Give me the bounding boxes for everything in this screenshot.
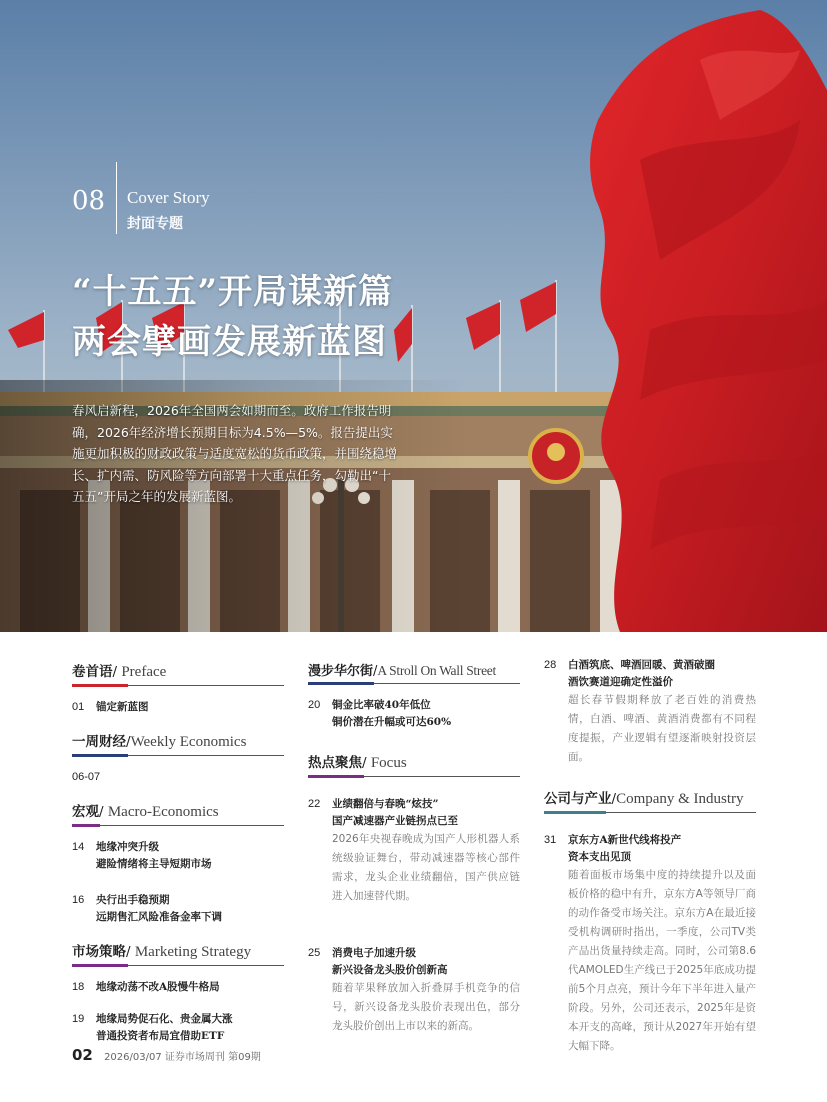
section-accent-bar	[72, 754, 128, 757]
entry-title: 地缘冲突升级	[96, 841, 159, 853]
entry-title: 业绩翻倍与春晚“炫技”	[332, 798, 439, 810]
entry-page: 16	[72, 894, 85, 906]
toc-entry[interactable]	[72, 1010, 284, 1045]
toc-column-1	[72, 660, 284, 1059]
entry-subtitle: 酒饮赛道迎确定性溢价	[568, 676, 673, 688]
section-accent-bar	[308, 775, 364, 778]
section-title-zh: 热点聚焦	[308, 755, 362, 771]
entry-page: 31	[544, 834, 557, 846]
section-title[interactable]	[72, 800, 284, 826]
slash: /	[362, 755, 371, 771]
section-title-zh: 漫步华尔街	[308, 664, 374, 679]
entry-description: 超长春节假期释放了老百姓的消费热情，白酒、啤酒、黄酒消费都有不同程度提振，产业逻辑有望逐渐映射投资层面。	[568, 694, 756, 763]
toc-entry[interactable]	[72, 768, 284, 786]
slash: /	[611, 791, 617, 807]
entry-page: 18	[72, 981, 85, 993]
section-accent-bar	[72, 684, 128, 687]
entry-title: 消费电子加速升级	[332, 947, 416, 959]
section-title[interactable]	[308, 751, 520, 777]
entry-subtitle: 国产减速器产业链拐点已至	[332, 815, 458, 827]
section-title-zh: 公司与产业	[544, 791, 612, 807]
entry-page: 25	[308, 947, 321, 959]
section-title-en: A Stroll On Wall Street	[377, 663, 496, 678]
toc-entry[interactable]	[308, 944, 520, 1036]
entry-page: 20	[308, 699, 321, 711]
entry-title: 京东方A新世代线将投产	[568, 834, 682, 846]
section-title-zh: 市场策略	[72, 944, 126, 960]
toc-section-stroll	[308, 660, 520, 731]
cover-intro: 春风启新程，2026年全国两会如期而至。政府工作报告明确，2026年经济增长预期目标为4.5%—5%。报告提出实施更加积极的财政政策与适度宽松的货币政策，并围绕稳增长、扩内需、防风险等方向部署十大重点任务，勾勒出“十五五”开局之年的发展新蓝图。	[72, 403, 398, 504]
toc-section-weekly	[72, 730, 284, 786]
entry-title: 央行出手稳预期	[96, 894, 170, 906]
cover-divider	[116, 162, 117, 234]
toc-section-company	[544, 787, 756, 1056]
footer-date: 2026/03/07	[104, 1052, 162, 1063]
slash: /	[373, 664, 378, 679]
section-title[interactable]	[544, 787, 756, 813]
section-title[interactable]	[72, 730, 284, 756]
entry-description: 2026年央视春晚成为国产人形机器人系统级验证舞台，带动减速器等核心部件需求，龙头企业业绩翻倍，国产供应链进入加速替代期。	[332, 833, 520, 902]
entry-page: 14	[72, 841, 85, 853]
entry-subtitle: 远期售汇风险准备金率下调	[96, 911, 222, 923]
section-title-zh: 卷首语	[72, 664, 113, 680]
entry-title: 铜金比率破40年低位	[332, 699, 431, 711]
section-title-en: Preface	[121, 664, 167, 680]
footer-publication: 证券市场周刊	[164, 1052, 225, 1063]
entry-title: 地缘局势促石化、贵金属大涨	[96, 1013, 233, 1025]
section-title-zh: 一周财经	[72, 734, 126, 750]
toc-section-marketing	[72, 940, 284, 1045]
section-accent-bar	[72, 964, 128, 967]
entry-subtitle: 普通投资者布局宜借助ETF	[96, 1030, 225, 1042]
toc-entry[interactable]	[308, 795, 520, 906]
cover-label-en: Cover Story	[127, 188, 210, 207]
slash: /	[99, 804, 108, 820]
footer-issue: 第09期	[228, 1052, 261, 1063]
headline-line-1: “十五五”开局谋新篇	[72, 272, 394, 312]
entry-subtitle: 资本支出见顶	[568, 851, 631, 863]
entry-page: 01	[72, 701, 85, 713]
slash: /	[126, 734, 131, 750]
toc-entry[interactable]	[544, 656, 756, 767]
section-title-en: Company & Industry	[616, 791, 744, 807]
section-title-zh: 宏观	[72, 804, 99, 820]
cover-page-number: 08	[72, 186, 106, 216]
entry-description: 随着面板市场集中度的持续提升以及面板价格的稳中有升，京东方A等领导厂商的动作备受市场关注。京东方A在最近接受机构调研时指出，一季度，公司TV类产品出货量持续走高。同时，公司第8.6代AMOLED生产线已于2025年底成功提前5个月点亮，预计今年下半年进入量产阶段。另外，公司还表示，2025年是资本开支的高峰，预计从2027年开始有望大幅下降。	[568, 869, 756, 1052]
section-accent-bar	[544, 811, 606, 814]
section-title-en: Marketing Strategy	[134, 944, 252, 960]
section-title-en: Focus	[370, 755, 407, 771]
toc-column-2	[308, 660, 520, 1050]
section-title-en: Macro-Economics	[107, 804, 219, 820]
entry-subtitle: 铜价潜在升幅或可达60%	[332, 716, 452, 728]
toc-section-focus	[308, 751, 520, 1036]
toc-entry[interactable]	[72, 891, 284, 926]
entry-page: 19	[72, 1013, 85, 1025]
footer-page-number: 02	[72, 1046, 93, 1064]
entry-page: 22	[308, 798, 321, 810]
entry-page: 06-07	[72, 771, 101, 783]
section-title[interactable]	[72, 660, 284, 686]
section-title-en: Weekly Economics	[130, 734, 247, 750]
slash: /	[112, 664, 122, 680]
section-accent-bar	[72, 824, 100, 827]
slash: /	[126, 944, 135, 960]
toc-section-macro	[72, 800, 284, 926]
cover-label-zh: 封面专题	[127, 216, 183, 232]
toc-entry[interactable]	[72, 978, 284, 996]
section-accent-bar	[308, 682, 374, 685]
page-footer	[72, 1046, 261, 1064]
entry-subtitle: 新兴设备龙头股价创新高	[332, 964, 448, 976]
section-title[interactable]	[72, 940, 284, 966]
section-title[interactable]	[308, 660, 520, 684]
toc-entry[interactable]	[72, 698, 284, 716]
toc-section-preface	[72, 660, 284, 716]
toc-entry[interactable]	[308, 696, 520, 731]
entry-page: 28	[544, 659, 557, 671]
headline-line-2: 两会擘画发展新蓝图	[72, 322, 387, 362]
toc-column-3	[544, 656, 756, 1070]
entry-title: 锚定新蓝图	[96, 701, 149, 713]
entry-title: 地缘动荡不改A股慢牛格局	[96, 981, 220, 993]
entry-title: 白酒筑底、啤酒回暖、黄酒破圈	[568, 659, 715, 671]
entry-subtitle: 避险情绪将主导短期市场	[96, 858, 212, 870]
entry-description: 随着苹果释放加入折叠屏手机竞争的信号，新兴设备龙头股价表现出色，部分龙头股价创出上市以来的新高。	[332, 982, 520, 1032]
toc-entry[interactable]	[72, 838, 284, 873]
toc-entry[interactable]	[544, 831, 756, 1056]
